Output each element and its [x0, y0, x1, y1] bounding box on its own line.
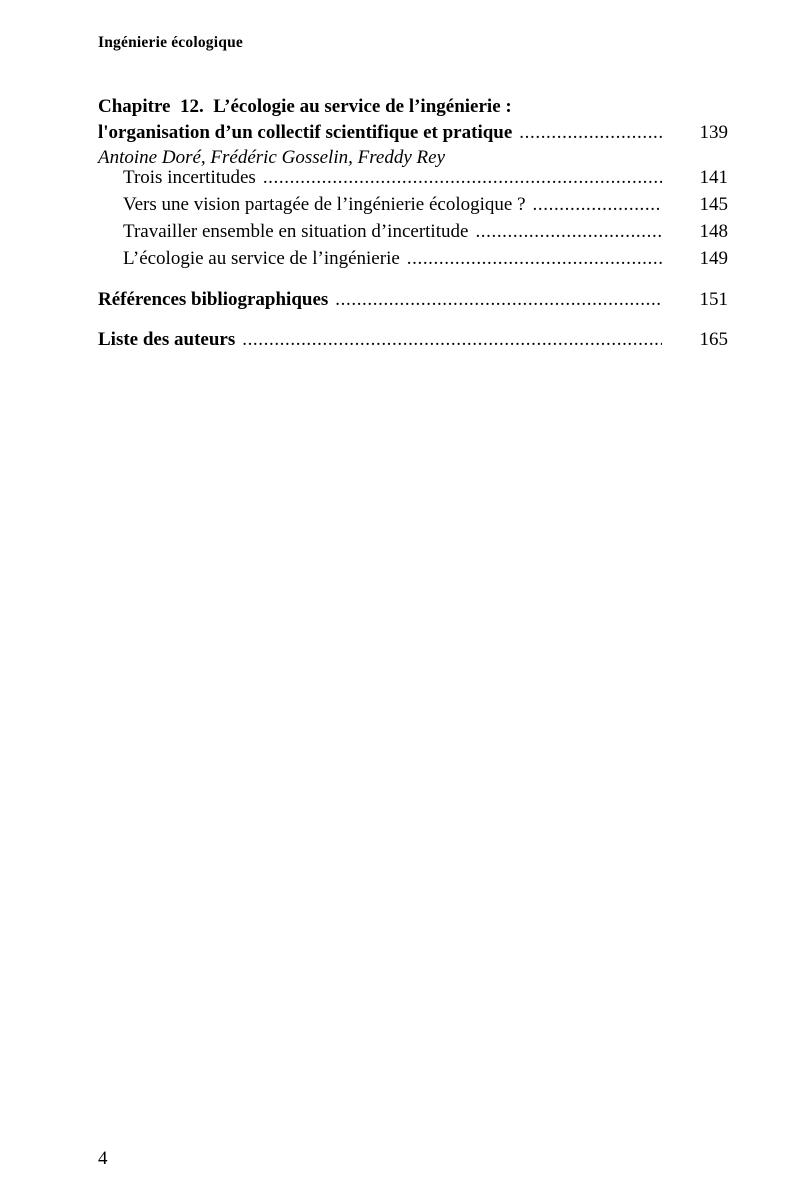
dot-leader [468, 218, 662, 245]
dot-leader [328, 286, 662, 313]
toc-back-matter [98, 286, 728, 353]
toc-entry-page-number: 148 [699, 221, 728, 242]
chapter-authors: Antoine Doré, Frédéric Gosselin, Freddy Rey [98, 147, 446, 168]
toc-entry-label: Références bibliographiques [98, 289, 329, 310]
page-number: 4 [98, 1148, 108, 1169]
table-of-contents [98, 94, 728, 353]
chapter-title-line2-row [98, 120, 728, 146]
chapter-title-line2: l'organisation d’un collectif scientifique et pratique [98, 122, 513, 143]
dot-leader [512, 120, 662, 146]
toc-entry-label: Liste des auteurs [98, 329, 236, 350]
toc-chapter-entry [98, 94, 728, 170]
toc-entry [98, 286, 728, 313]
chapter-title-line1: Chapitre 12. L’écologie au service de l’ingénierie : [98, 96, 512, 117]
toc-entry [98, 164, 728, 191]
toc-entry [98, 326, 728, 353]
dot-leader [235, 326, 662, 353]
toc-section-list [98, 164, 728, 272]
toc-entry-page-number: 165 [699, 329, 728, 350]
toc-entry-page-number: 151 [699, 289, 728, 310]
toc-entry-page-number: 149 [699, 248, 728, 269]
toc-entry [98, 218, 728, 245]
toc-entry-label: Travailler ensemble en situation d’incertitude [123, 221, 469, 242]
toc-entry [98, 191, 728, 218]
running-header: Ingénierie écologique [98, 34, 243, 51]
toc-entry-label: L’écologie au service de l’ingénierie [123, 248, 400, 269]
dot-leader [256, 164, 662, 191]
toc-entry-label: Vers une vision partagée de l’ingénierie écologique ? [123, 194, 526, 215]
chapter-page-number: 139 [699, 122, 728, 143]
toc-entry-page-number: 145 [699, 194, 728, 215]
toc-entry-label: Trois incertitudes [123, 167, 256, 188]
toc-entry-page-number: 141 [699, 167, 728, 188]
dot-leader [400, 245, 662, 272]
toc-entry [98, 245, 728, 272]
dot-leader [526, 191, 662, 218]
